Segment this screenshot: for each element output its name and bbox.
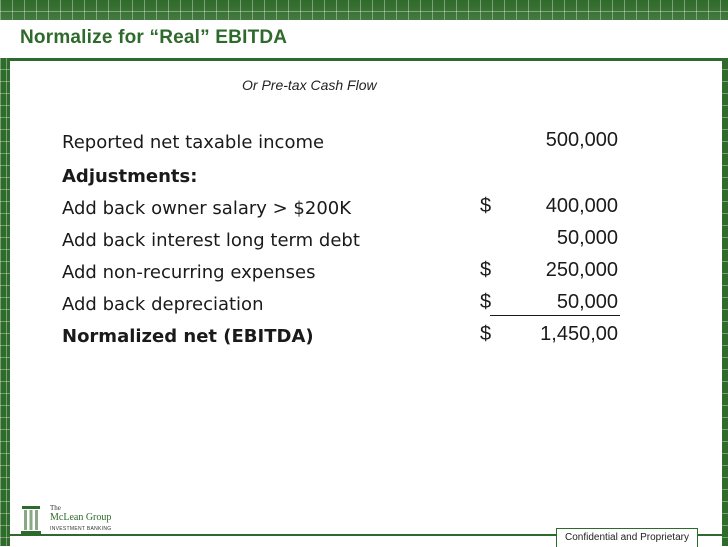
right-pattern-bar	[722, 58, 728, 546]
subtotal-underline	[490, 315, 620, 316]
line-item-amount: 500,000	[545, 129, 618, 151]
line-item-label: Add non-recurring expenses	[62, 262, 316, 283]
line-item-interest	[62, 227, 622, 260]
line-item-amount: 50,000	[556, 291, 618, 313]
currency-symbol: $	[480, 259, 492, 281]
confidential-label: Confidential and Proprietary	[556, 528, 698, 547]
line-item-label: Add back owner salary > $200K	[62, 198, 352, 219]
logo-tagline: INVESTMENT BANKING	[50, 526, 112, 532]
line-item-non-recurring	[62, 259, 622, 292]
line-item-normalized-net	[62, 323, 622, 356]
line-item-depreciation	[62, 291, 622, 324]
slide-subtitle: Or Pre-tax Cash Flow	[242, 77, 377, 93]
line-item-label: Reported net taxable income	[62, 132, 325, 153]
currency-symbol: $	[480, 195, 492, 217]
column-logo-icon	[20, 504, 42, 536]
company-logo	[20, 500, 130, 540]
page-title: Normalize for “Real” EBITDA	[20, 27, 288, 48]
currency-symbol: $	[480, 323, 492, 345]
line-item-reported-income	[62, 129, 622, 162]
line-item-adjustments-heading	[62, 166, 622, 196]
logo-text-the: The	[50, 504, 61, 512]
line-item-amount: 250,000	[545, 259, 618, 281]
section-heading: Adjustments:	[62, 166, 198, 187]
currency-symbol: $	[480, 291, 492, 313]
line-item-label: Add back interest long term debt	[62, 230, 360, 251]
header-band-shade	[0, 0, 728, 20]
line-item-label: Add back depreciation	[62, 294, 264, 315]
line-item-owner-salary	[62, 195, 622, 228]
total-amount: 1,450,00	[540, 323, 618, 345]
total-label: Normalized net (EBITDA)	[62, 326, 314, 347]
line-item-amount: 400,000	[545, 195, 618, 217]
line-item-amount: 50,000	[556, 227, 618, 249]
left-pattern-bar	[0, 58, 10, 546]
logo-company-name: McLean Group	[50, 512, 112, 523]
